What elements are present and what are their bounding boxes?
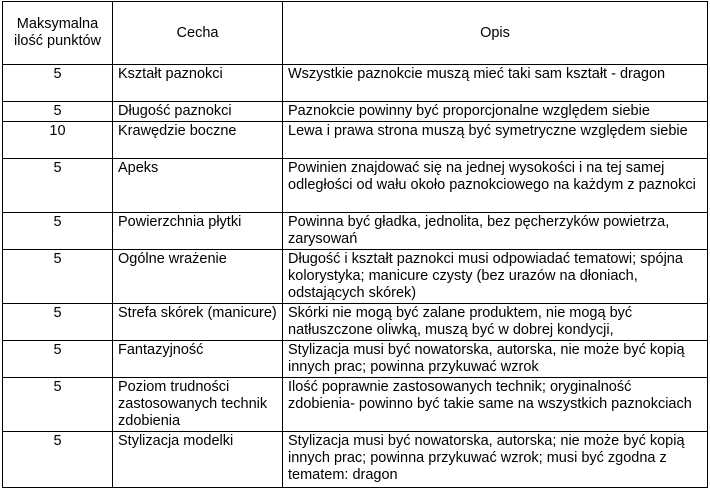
cell-points: 5 xyxy=(3,341,113,378)
cell-feature: Fantazyjność xyxy=(113,341,283,378)
cell-description: Stylizacja musi być nowatorska, autorska; nie może być kopią innych prac; powinna przykuwać wzrok; musi być zgodna z tematem: dragon xyxy=(283,432,708,488)
cell-feature: Poziom trudności zastosowanych technik zdobienia xyxy=(113,378,283,432)
cell-points: 5 xyxy=(3,102,113,122)
table-row xyxy=(3,250,708,304)
cell-feature: Długość paznokci xyxy=(113,102,283,122)
cell-description: Powinien znajdować się na jednej wysokości i na tej samej odległości od wału około paznokciowego na każdym z paznokci xyxy=(283,159,708,213)
cell-description: Paznokcie powinny być proporcjonalne względem siebie xyxy=(283,102,708,122)
cell-description: Powinna być gładka, jednolita, bez pęcherzyków powietrza, zarysowań xyxy=(283,213,708,250)
header-feature: Cecha xyxy=(113,2,283,65)
table-row xyxy=(3,304,708,341)
cell-points: 5 xyxy=(3,159,113,213)
table-row xyxy=(3,432,708,488)
cell-points: 5 xyxy=(3,378,113,432)
cell-description: Lewa i prawa strona muszą być symetryczne względem siebie xyxy=(283,122,708,159)
header-points: Maksymalna ilość punktów xyxy=(3,2,113,65)
cell-description: Stylizacja musi być nowatorska, autorska, nie może być kopią innych prac; powinna przykuwać wzrok xyxy=(283,341,708,378)
table-row xyxy=(3,122,708,159)
table-row xyxy=(3,213,708,250)
scoring-criteria-table xyxy=(2,1,708,488)
cell-points: 5 xyxy=(3,250,113,304)
cell-feature: Apeks xyxy=(113,159,283,213)
cell-points: 5 xyxy=(3,432,113,488)
cell-points: 5 xyxy=(3,65,113,102)
table-row xyxy=(3,102,708,122)
cell-points: 5 xyxy=(3,213,113,250)
table-row xyxy=(3,341,708,378)
table-row xyxy=(3,378,708,432)
cell-points: 5 xyxy=(3,304,113,341)
cell-feature: Strefa skórek (manicure) xyxy=(113,304,283,341)
table-header-row xyxy=(3,2,708,65)
cell-feature: Ogólne wrażenie xyxy=(113,250,283,304)
cell-description: Wszystkie paznokcie muszą mieć taki sam kształt - dragon xyxy=(283,65,708,102)
cell-feature: Powierzchnia płytki xyxy=(113,213,283,250)
header-description: Opis xyxy=(283,2,708,65)
cell-description: Długość i kształt paznokci musi odpowiadać tematowi; spójna kolorystyka; manicure czysty (bez urazów na dłoniach, odstających skórek) xyxy=(283,250,708,304)
cell-feature: Kształt paznokci xyxy=(113,65,283,102)
cell-feature: Stylizacja modelki xyxy=(113,432,283,488)
table-row xyxy=(3,65,708,102)
cell-points: 10 xyxy=(3,122,113,159)
cell-description: Ilość poprawnie zastosowanych technik; oryginalność zdobienia- powinno być takie same na wszystkich paznokciach xyxy=(283,378,708,432)
table-row xyxy=(3,159,708,213)
cell-feature: Krawędzie boczne xyxy=(113,122,283,159)
cell-description: Skórki nie mogą być zalane produktem, nie mogą być natłuszczone oliwką, muszą być w dobrej kondycji, xyxy=(283,304,708,341)
